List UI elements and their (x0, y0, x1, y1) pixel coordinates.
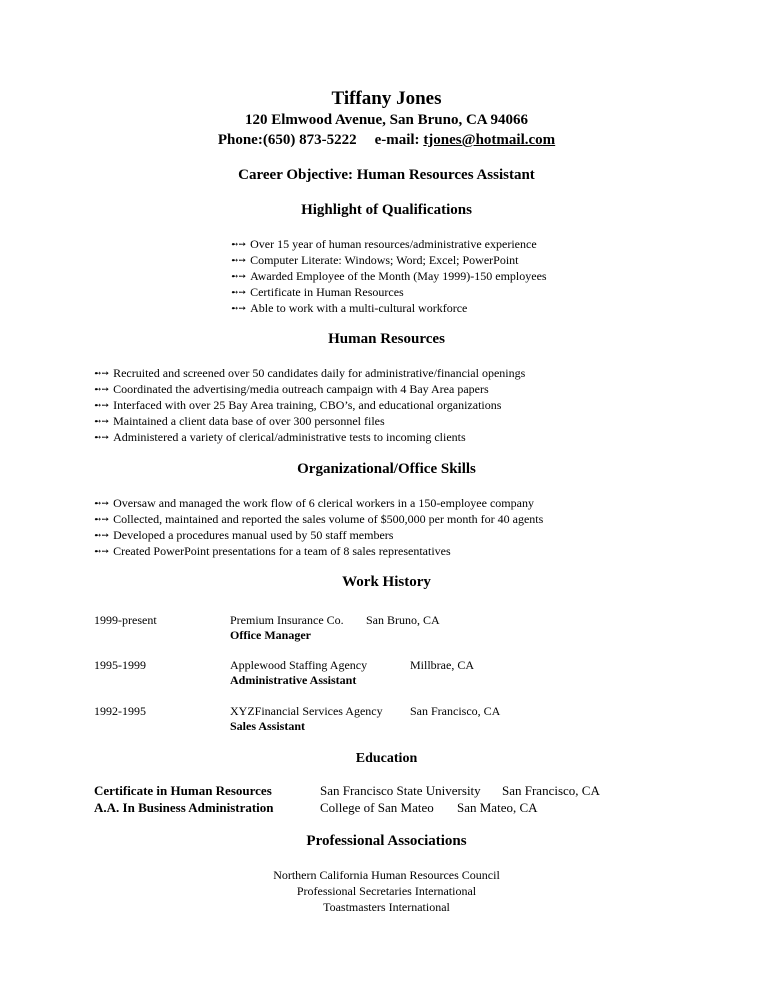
association-item: Professional Secretaries International (296, 884, 477, 898)
arrow-bullet-icon: ➻➙ (94, 546, 110, 556)
list-item: ➻➙ Maintained a client data base of over 300 personnel files (94, 414, 385, 428)
arrow-bullet-icon: ➻➙ (231, 303, 247, 313)
list-item: ➻➙ Able to work with a multi-cultural workforce (231, 301, 468, 315)
work-years: 1992-1995 (94, 704, 146, 718)
list-item: ➻➙ Over 15 year of human resources/administrative experience (231, 237, 537, 251)
education-location: San Mateo, CA (457, 800, 538, 815)
work-years: 1999-present (94, 613, 157, 627)
education-school: College of San Mateo (320, 800, 434, 815)
associations-heading: Professional Associations (306, 833, 467, 849)
list-item: ➻➙ Interfaced with over 25 Bay Area training, CBO’s, and educational organizations (94, 398, 502, 412)
arrow-bullet-icon: ➻➙ (94, 514, 110, 524)
work-company: XYZFinancial Services Agency (230, 704, 383, 718)
association-item: Northern California Human Resources Council (273, 868, 500, 882)
human-resources-list (94, 365, 525, 445)
email-link[interactable]: tjones@hotmail.com (423, 132, 556, 148)
list-item: ➻➙ Certificate in Human Resources (231, 285, 404, 299)
list-item: ➻➙ Developed a procedures manual used by 50 staff members (94, 528, 394, 542)
work-company: Applewood Staffing Agency (230, 658, 368, 672)
list-item: ➻➙ Oversaw and managed the work flow of 6 clerical workers in a 150-employee company (94, 496, 534, 510)
work-title: Office Manager (230, 628, 311, 642)
arrow-bullet-icon: ➻➙ (231, 255, 247, 265)
career-objective: Career Objective: Human Resources Assistant (238, 167, 535, 183)
list-item: ➻➙ Collected, maintained and reported the sales volume of $500,000 per month for 40 agents (94, 512, 544, 526)
phone-number: (650) 873-5222 (262, 132, 357, 148)
list-item: ➻➙ Created PowerPoint presentations for a team of 8 sales representatives (94, 544, 451, 558)
list-item: ➻➙ Administered a variety of clerical/administrative tests to incoming clients (94, 430, 466, 444)
contact-line (0, 132, 773, 149)
arrow-bullet-icon: ➻➙ (231, 239, 247, 249)
work-history-heading: Work History (342, 574, 431, 590)
arrow-bullet-icon: ➻➙ (94, 416, 110, 426)
association-item: Toastmasters International (323, 900, 450, 914)
work-years: 1995-1999 (94, 658, 146, 672)
office-skills-heading: Organizational/Office Skills (297, 461, 476, 477)
education-degree: A.A. In Business Administration (94, 800, 274, 815)
list-item: ➻➙ Recruited and screened over 50 candidates daily for administrative/financial openings (94, 366, 526, 380)
work-title: Sales Assistant (230, 719, 306, 733)
work-location: San Bruno, CA (366, 613, 440, 627)
qualifications-list (231, 236, 547, 316)
arrow-bullet-icon: ➻➙ (231, 271, 247, 281)
work-title: Administrative Assistant (230, 673, 357, 687)
education-school: San Francisco State University (320, 783, 481, 798)
work-location: San Francisco, CA (410, 704, 501, 718)
education-heading: Education (355, 751, 418, 766)
list-item: ➻➙ Computer Literate: Windows; Word; Excel; PowerPoint (231, 253, 519, 267)
work-company: Premium Insurance Co. (230, 613, 344, 627)
arrow-bullet-icon: ➻➙ (94, 384, 110, 394)
education-location: San Francisco, CA (502, 783, 600, 798)
phone-label: Phone: (217, 132, 263, 148)
arrow-bullet-icon: ➻➙ (94, 498, 110, 508)
candidate-name: Tiffany Jones (331, 88, 442, 109)
arrow-bullet-icon: ➻➙ (94, 432, 110, 442)
arrow-bullet-icon: ➻➙ (94, 530, 110, 540)
candidate-address: 120 Elmwood Avenue, San Bruno, CA 94066 (244, 112, 529, 128)
arrow-bullet-icon: ➻➙ (94, 368, 110, 378)
work-location: Millbrae, CA (410, 658, 474, 672)
list-item: ➻➙ Awarded Employee of the Month (May 1999)-150 employees (231, 269, 547, 283)
arrow-bullet-icon: ➻➙ (94, 400, 110, 410)
qualifications-heading: Highlight of Qualifications (301, 202, 472, 218)
email-label: e-mail: (374, 132, 420, 148)
arrow-bullet-icon: ➻➙ (231, 287, 247, 297)
human-resources-heading: Human Resources (328, 331, 445, 347)
education-degree: Certificate in Human Resources (94, 783, 272, 798)
office-skills-list (94, 495, 543, 559)
list-item: ➻➙ Coordinated the advertising/media outreach campaign with 4 Bay Area papers (94, 382, 489, 396)
